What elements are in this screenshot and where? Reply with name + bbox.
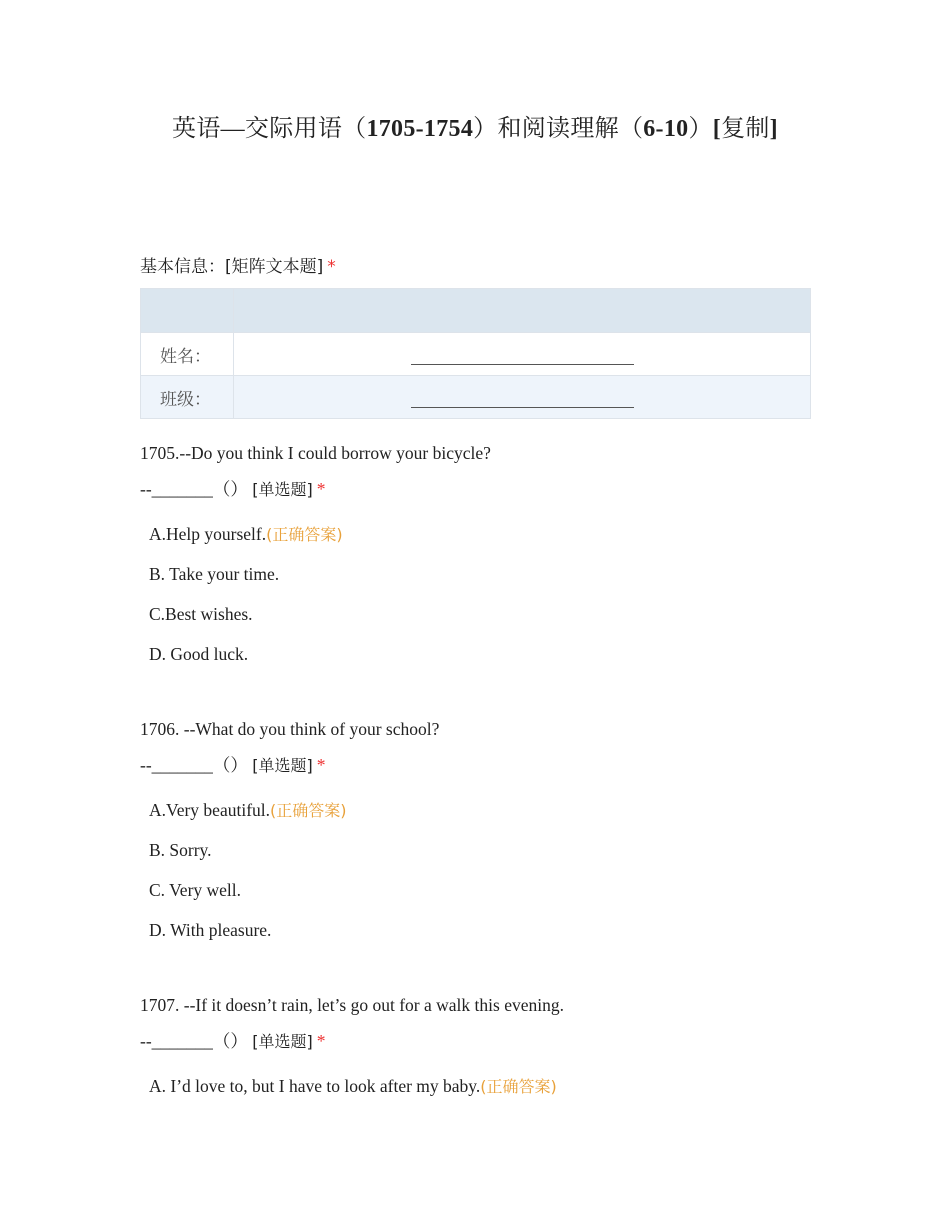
name-label: 姓名：	[141, 333, 234, 376]
required-mark: *	[316, 755, 326, 775]
option-text: C.Best wishes.	[149, 604, 253, 624]
required-mark: *	[316, 479, 326, 499]
name-input[interactable]	[411, 350, 634, 365]
basic-info-text: 基本信息：[矩阵文本题]	[140, 257, 324, 277]
page-title	[0, 108, 950, 143]
question-type: [单选题]	[252, 1032, 313, 1051]
class-field-cell	[234, 376, 811, 419]
correct-answer-label: (正确答案)	[266, 525, 343, 544]
option-list	[140, 516, 491, 676]
basic-info-label	[140, 252, 336, 277]
matrix-row-class	[141, 376, 811, 419]
option-b[interactable]	[149, 832, 439, 872]
question-stem: 1705.--Do you think I could borrow your bicycle?	[140, 443, 491, 463]
option-text: A.Help yourself.	[149, 524, 267, 544]
option-b[interactable]	[149, 556, 491, 596]
matrix-header-row	[141, 289, 811, 333]
required-mark: *	[316, 1031, 326, 1051]
option-a[interactable]	[149, 792, 439, 832]
title-range: 1705-1754	[366, 116, 474, 142]
option-text: A. I’d love to, but I have to look after my baby.	[149, 1076, 481, 1096]
correct-answer-label: (正确答案)	[480, 1077, 557, 1096]
option-d[interactable]	[149, 636, 491, 676]
option-a[interactable]	[149, 516, 491, 556]
option-a[interactable]	[149, 1068, 564, 1108]
question-type: [单选题]	[252, 756, 313, 775]
option-text: D. Good luck.	[149, 644, 249, 664]
title-copy: 复制	[721, 116, 770, 142]
title-middle: ）和阅读理解（	[473, 116, 644, 142]
option-text: D. With pleasure.	[149, 920, 272, 940]
title-prefix: 英语—交际用语（	[172, 116, 367, 142]
answer-blank: --_______（）	[140, 1031, 248, 1051]
option-d[interactable]	[149, 912, 439, 952]
required-mark: *	[327, 257, 336, 277]
question-stem-line2	[140, 747, 439, 784]
name-field-cell	[234, 333, 811, 376]
question-stem: 1707. --If it doesn’t rain, let’s go out for a walk this evening.	[140, 995, 564, 1015]
question-1705	[140, 435, 491, 676]
correct-answer-label: (正确答案)	[270, 801, 347, 820]
option-text: B. Sorry.	[149, 840, 212, 860]
question-stem: 1706. --What do you think of your school?	[140, 719, 440, 739]
basic-info-matrix	[140, 288, 811, 419]
option-c[interactable]	[149, 596, 491, 636]
option-list	[140, 792, 439, 952]
title-bracket-close: ]	[769, 116, 778, 142]
matrix-row-name	[141, 333, 811, 376]
question-1706	[140, 711, 439, 952]
answer-blank: --_______（）	[140, 755, 248, 775]
question-stem-line2	[140, 471, 491, 508]
question-1707	[140, 987, 564, 1108]
class-input[interactable]	[411, 393, 634, 408]
title-suffix: ）	[688, 116, 713, 142]
option-text: B. Take your time.	[149, 564, 280, 584]
option-text: A.Very beautiful.	[149, 800, 271, 820]
option-c[interactable]	[149, 872, 439, 912]
class-label: 班级：	[141, 376, 234, 419]
matrix-header-value-cell	[234, 289, 811, 333]
answer-blank: --_______（）	[140, 479, 248, 499]
option-text: C. Very well.	[149, 880, 242, 900]
question-type: [单选题]	[252, 480, 313, 499]
option-list	[140, 1068, 564, 1108]
title-bracket-open: [	[712, 116, 722, 142]
question-stem-line2	[140, 1023, 564, 1060]
matrix-header-label-cell	[141, 289, 234, 333]
title-range2: 6-10	[643, 116, 689, 142]
